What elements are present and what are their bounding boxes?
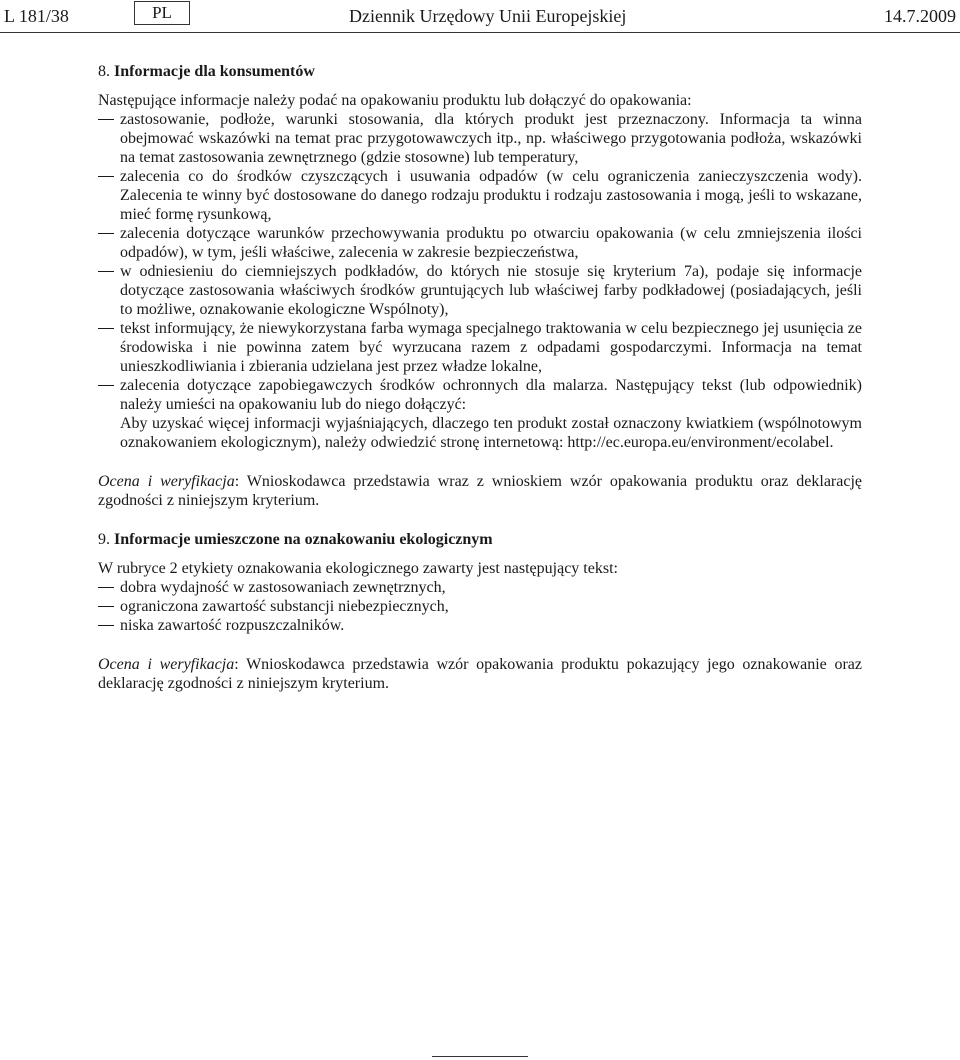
section-9-assessment	[98, 655, 862, 693]
list-item: niska zawartość rozpuszczalników.	[98, 616, 862, 635]
list-item: tekst informujący, że niewykorzystana farba wymaga specjalnego traktowania w celu bezpiecznego jej usunięcia ze środowiska i nie powinna zatem być wyrzucana razem z odpadami gospodarczymi. Informacja na temat unieszkodliwiania i zbierania udzielana jest przez władze lokalne,	[98, 319, 862, 376]
dash-icon	[98, 385, 114, 386]
dash-icon	[98, 271, 114, 272]
list-item: zastosowanie, podłoże, warunki stosowania, dla których produkt jest przeznaczony. Informacja ta winna obejmować wskazówki na temat prac przygotowawczych itp., np. właściwego przygotowania podłoża, wskazówki na temat zastosowania zewnętrznego (gdzie stosowne) lub temperatury,	[98, 110, 862, 167]
dash-icon	[98, 606, 114, 607]
list-item: zalecenia dotyczące warunków przechowywania produktu po otwarciu opakowania (w celu zmniejszenia ilości odpadów), w tym, jeśli właściwe, zalecenia w zakresie bezpieczeństwa,	[98, 224, 862, 262]
section-8-title: Informacje dla konsumentów	[114, 63, 315, 80]
section-9-number: 9.	[98, 531, 110, 548]
dash-icon	[98, 233, 114, 234]
section-8-number: 8.	[98, 63, 110, 80]
assessment-label: Ocena i weryfikacja	[98, 656, 235, 673]
dash-icon	[98, 587, 114, 588]
dash-icon	[98, 176, 114, 177]
dash-icon	[98, 328, 114, 329]
list-item: zalecenia dotyczące zapobiegawczych środków ochronnych dla malarza. Następujący tekst (lub odpowiednik) należy umieści na opakowaniu lub do niego dołączyć:	[98, 376, 862, 414]
assessment-label: Ocena i weryfikacja	[98, 473, 235, 490]
list-item: zalecenia co do środków czyszczących i usuwania odpadów (w celu ograniczenia zanieczyszczenia wody). Zalecenia te winny być dostosowane do danego rodzaju produktu i rodzaju zastosowania i mogą, jeśli to wskazane, mieć formę rysunkową,	[98, 167, 862, 224]
publication-date: 14.7.2009	[884, 6, 956, 26]
section-9-intro: W rubryce 2 etykiety oznakowania ekologicznego zawarty jest następujący tekst:	[98, 560, 618, 577]
section-8-heading	[98, 62, 862, 81]
assessment-text: : Wnioskodawca przedstawia wzór opakowania produktu pokazujący jego oznakowanie oraz deklarację zgodności z niniejszym kryterium.	[98, 656, 862, 692]
page-header	[0, 0, 960, 33]
section-8-intro: Następujące informacje należy podać na opakowaniu produktu lub dołączyć do opakowania:	[98, 92, 692, 109]
assessment-text: : Wnioskodawca przedstawia wraz z wnioskiem wzór opakowania produktu oraz deklarację zgodności z niniejszym kryterium.	[98, 473, 863, 509]
journal-title: Dziennik Urzędowy Unii Europejskiej	[349, 6, 627, 26]
ecolabel-quote: Aby uzyskać więcej informacji wyjaśniających, dlaczego ten produkt został oznaczony kwiatkiem (wspólnotowym oznakowaniem ekologicznym), należy odwiedzić stronę internetową: http://ec.europa.eu/environment/ecolabel.	[120, 415, 862, 451]
section-9-title: Informacje umieszczone na oznakowaniu ekologicznym	[114, 531, 493, 548]
list-item: ograniczona zawartość substancji niebezpiecznych,	[98, 597, 862, 616]
dash-icon	[98, 119, 114, 120]
section-8-assessment	[98, 472, 862, 510]
document-body	[98, 62, 862, 693]
page-reference: L 181/38	[4, 6, 69, 26]
list-item: dobra wydajność w zastosowaniach zewnętrznych,	[98, 578, 862, 597]
dash-icon	[98, 625, 114, 626]
section-9-heading	[98, 530, 862, 549]
footer-rule	[432, 1056, 528, 1057]
language-badge: PL	[134, 1, 190, 25]
list-item: w odniesieniu do ciemniejszych podkładów, do których nie stosuje się kryterium 7a), podaje się informacje dotyczące zastosowania właściwych środków gruntujących lub właściwej farby podkładowej (posiadających, jeśli to możliwe, oznakowanie ekologiczne Wspólnoty),	[98, 262, 862, 319]
